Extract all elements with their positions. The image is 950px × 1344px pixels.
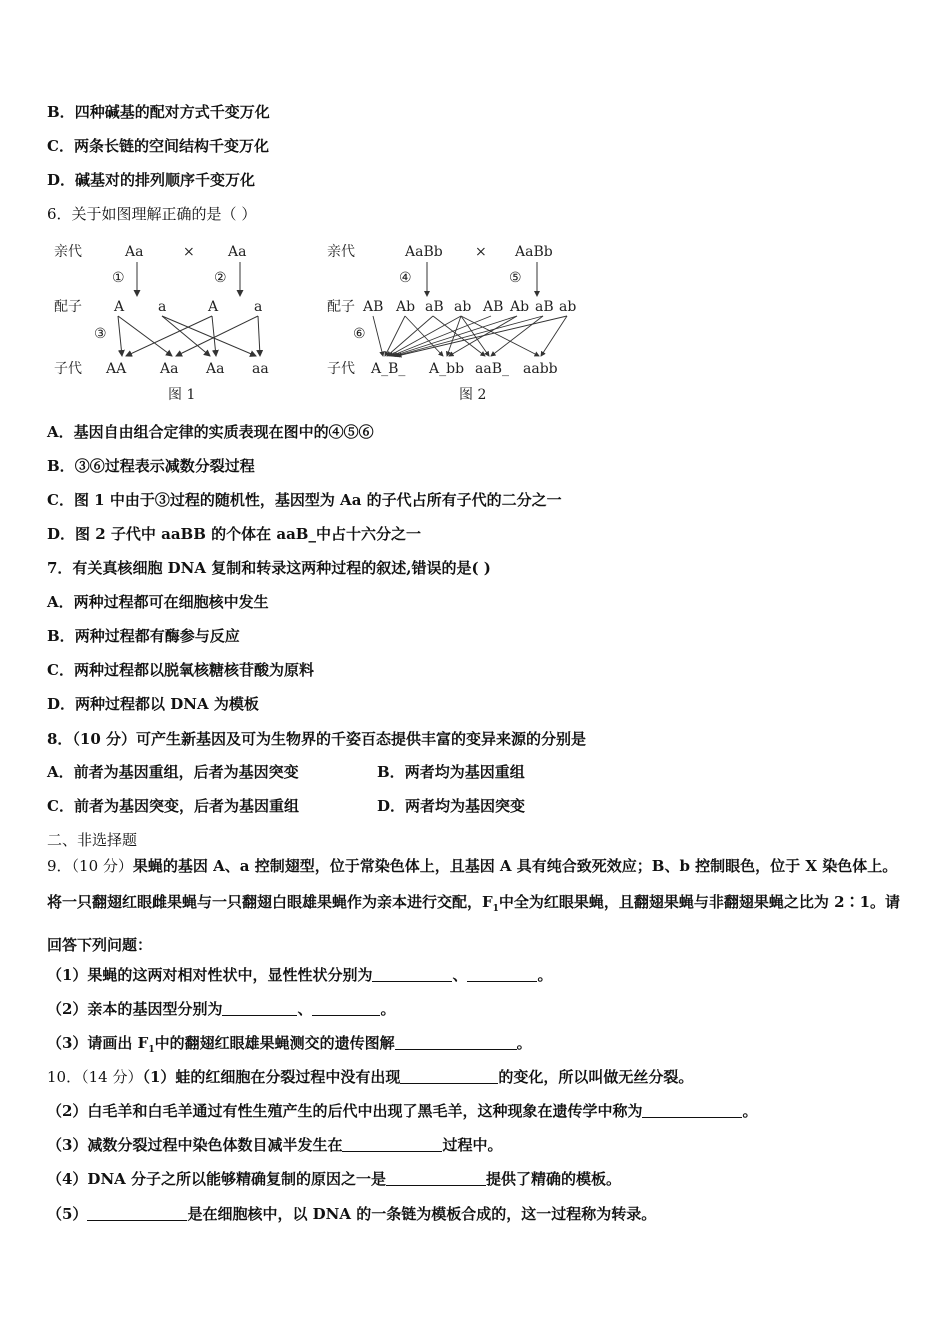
fig1-cross: × [183,244,195,260]
q9-part-1: （1）果蝇的这两对相对性状中，显性性状分别为 、 。 [47,966,553,984]
fig1-gamete-1: A [114,299,125,315]
q10-blank-1[interactable] [400,1069,498,1084]
q9-part-3: （3）请画出 $F_1$中的翻翅红眼雄果蝇测交的遗传图解 。 [47,1034,532,1055]
fig1-step-1: ① [112,270,125,286]
fig2-label-parent: 亲代 [327,244,355,260]
fig2-offspring-3: aaB_ [475,361,509,377]
q10-part-2: （2）白毛羊和白毛羊通过有性生殖产生的后代中出现了黑毛羊，这种现象在遗传学中称为 。 [47,1102,758,1120]
fig1-parent-1: Aa [125,244,144,260]
fig1-step-2: ② [214,270,227,286]
fig2-offspring-2: A_bb [429,361,465,377]
q10-part-5: （5） 是在细胞核中，以 DNA 的一条链为模板合成的，这一过程称为转录。 [47,1205,657,1223]
fig2-gamete-2: Ab [396,299,416,315]
q9-stem: 9．（10 分）果蝇的基因 A、a 控制翅型，位于常染色体上，且基因 A 具有纯合致死效应；B、b 控制眼色，位于 X 染色体上。将一只翻翅红眼雌果蝇与一只翻翅白眼雄果蝇作为亲本进行交配，$F_1$中全为红眼果蝇，且翻翅果蝇与非翻翅果蝇之比为 2∶1。请回答下列问题： [47,857,901,954]
q6-option-b: B．③⑥过程表示减数分裂过程 [47,457,255,475]
q7-option-d: D．两种过程都以 DNA 为模板 [47,695,259,713]
fig1-offspring-1: AA [106,361,127,377]
fig2-caption: 图 2 [459,387,487,403]
q8-option-b: B．两者均为基因重组 [377,763,525,781]
q10-blank-2[interactable] [642,1103,742,1118]
fig1-label-offspring: 子代 [54,361,82,377]
q7-option-c: C．两种过程都以脱氧核糖核苷酸为原料 [47,661,314,679]
q8-option-c: C．前者为基因突变，后者为基因重组 [47,797,299,815]
fig1-parent-2: Aa [228,244,247,260]
fig2-label-offspring: 子代 [327,361,355,377]
q6-option-c: C．图 1 中由于③过程的随机性，基因型为 Aa 的子代占所有子代的二分之一 [47,491,562,509]
fig1-label-parent: 亲代 [54,244,82,260]
q10-blank-5[interactable] [87,1206,187,1221]
fig2-step-6: ⑥ [353,326,366,342]
q9-blank-4[interactable] [312,1001,380,1016]
q9-blank-5[interactable] [395,1035,517,1050]
q10-blank-3[interactable] [342,1137,442,1152]
fig2-gamete-8: ab [559,299,577,315]
fig1-step-3: ③ [94,326,107,342]
fig2-offspring-1: A_B_ [371,361,406,377]
fig1-gamete-3: A [208,299,219,315]
q6-option-a: A．基因自由组合定律的实质表现在图中的④⑤⑥ [47,423,374,441]
q5-option-b: B．四种碱基的配对方式千变万化 [47,103,270,121]
q8-option-a: A．前者为基因重组，后者为基因突变 [47,763,299,781]
fig1-gamete-2: a [158,299,167,315]
q7-option-a: A．两种过程都可在细胞核中发生 [47,593,269,611]
q9-blank-3[interactable] [222,1001,297,1016]
q10-part-1: 10．（14 分）（1）蛙的红细胞在分裂过程中没有出现 的变化，所以叫做无丝分裂。 [47,1068,694,1086]
q8-stem: 8．（10 分）可产生新基因及可为生物界的千姿百态提供丰富的变异来源的分别是 [47,730,587,748]
fig2-offspring-4: aabb [523,361,558,377]
q5-option-d: D．碱基对的排列顺序千变万化 [47,171,256,189]
fig2-gamete-5: AB [483,299,504,315]
q7-stem: 7．有关真核细胞 DNA 复制和转录这两种过程的叙述,错误的是( ) [47,559,491,577]
q5-option-c: C．两条长链的空间结构千变万化 [47,137,269,155]
fig1-offspring-4: aa [252,361,269,377]
fig1-caption: 图 1 [168,387,196,403]
fig2-parent-2: AaBb [515,244,553,260]
fig2-label-gamete: 配子 [327,299,355,315]
q10-part-3: （3）减数分裂过程中染色体数目减半发生在 过程中。 [47,1136,503,1154]
q8-option-d: D．两者均为基因突变 [377,797,526,815]
q9-blank-1[interactable] [372,967,452,982]
q10-part-4: （4）DNA 分子之所以能够精确复制的原因之一是 提供了精确的模板。 [47,1170,622,1188]
fig2-gamete-7: aB [535,299,554,315]
fig2-cross: × [475,244,487,260]
q6-stem: 6．关于如图理解正确的是（ ） [47,205,257,223]
q7-option-b: B．两种过程都有酶参与反应 [47,627,240,645]
fig2-step-4: ④ [399,270,412,286]
figure-1 [50,238,290,408]
figure-2 [325,238,585,408]
q6-option-d: D．图 2 子代中 aaBB 的个体在 aaB_中占十六分之一 [47,525,421,543]
fig1-offspring-3: Aa [206,361,225,377]
fig2-gamete-6: Ab [510,299,530,315]
fig2-gamete-1: AB [363,299,384,315]
fig2-parent-1: AaBb [405,244,443,260]
fig1-gamete-4: a [254,299,263,315]
fig2-gamete-4: ab [454,299,472,315]
q9-blank-2[interactable] [467,967,537,982]
fig1-label-gamete: 配子 [54,299,82,315]
q9-part-2: （2）亲本的基因型分别为 、 。 [47,1000,396,1018]
q10-blank-4[interactable] [386,1171,486,1186]
section-heading: 二、非选择题 [47,831,138,849]
fig2-step-5: ⑤ [509,270,522,286]
fig2-gamete-3: aB [425,299,444,315]
fig1-offspring-2: Aa [160,361,179,377]
